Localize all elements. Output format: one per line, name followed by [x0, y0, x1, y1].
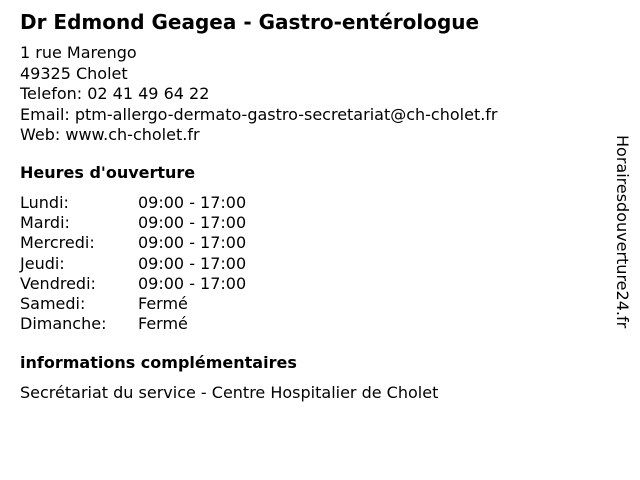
day-hours: 09:00 - 17:00 [138, 213, 247, 233]
hours-row [20, 294, 246, 314]
site-brand-vertical: Horairesdouverture24.fr [613, 135, 632, 329]
day-label: Mercredi: [20, 233, 95, 253]
hours-row [20, 314, 246, 334]
hours-row [20, 254, 246, 274]
hours-heading: Heures d'ouverture [20, 163, 196, 182]
day-hours: 09:00 - 17:00 [138, 253, 247, 273]
day-label: Vendredi: [20, 273, 96, 293]
day-label: Mardi: [20, 213, 70, 233]
phone-line[interactable]: Telefon: 02 41 49 64 22 [20, 84, 210, 103]
day-hours: Fermé [138, 294, 188, 314]
info-text: Secrétariat du service - Centre Hospitalier de Cholet [20, 383, 439, 402]
address-street: 1 rue Marengo [20, 43, 137, 62]
day-hours: 09:00 - 17:00 [138, 193, 247, 212]
day-label: Jeudi: [20, 253, 65, 273]
hours-table [20, 193, 246, 334]
hours-row [20, 274, 246, 294]
hours-row [20, 233, 246, 253]
day-hours: 09:00 - 17:00 [138, 233, 247, 253]
info-heading: informations complémentaires [20, 353, 297, 372]
day-label: Dimanche: [20, 314, 107, 334]
hours-row [20, 213, 246, 233]
day-label: Lundi: [20, 193, 69, 212]
day-hours: Fermé [138, 314, 188, 334]
email-line[interactable]: Email: ptm-allergo-dermato-gastro-secretariat@ch-cholet.fr [20, 104, 498, 124]
day-label: Samedi: [20, 294, 86, 314]
address-city: 49325 Cholet [20, 63, 128, 83]
day-hours: 09:00 - 17:00 [138, 273, 247, 293]
web-line[interactable]: Web: www.ch-cholet.fr [20, 125, 200, 144]
contact-block [20, 43, 498, 146]
page-title: Dr Edmond Geagea - Gastro-entérologue [20, 10, 480, 34]
hours-row [20, 193, 246, 213]
